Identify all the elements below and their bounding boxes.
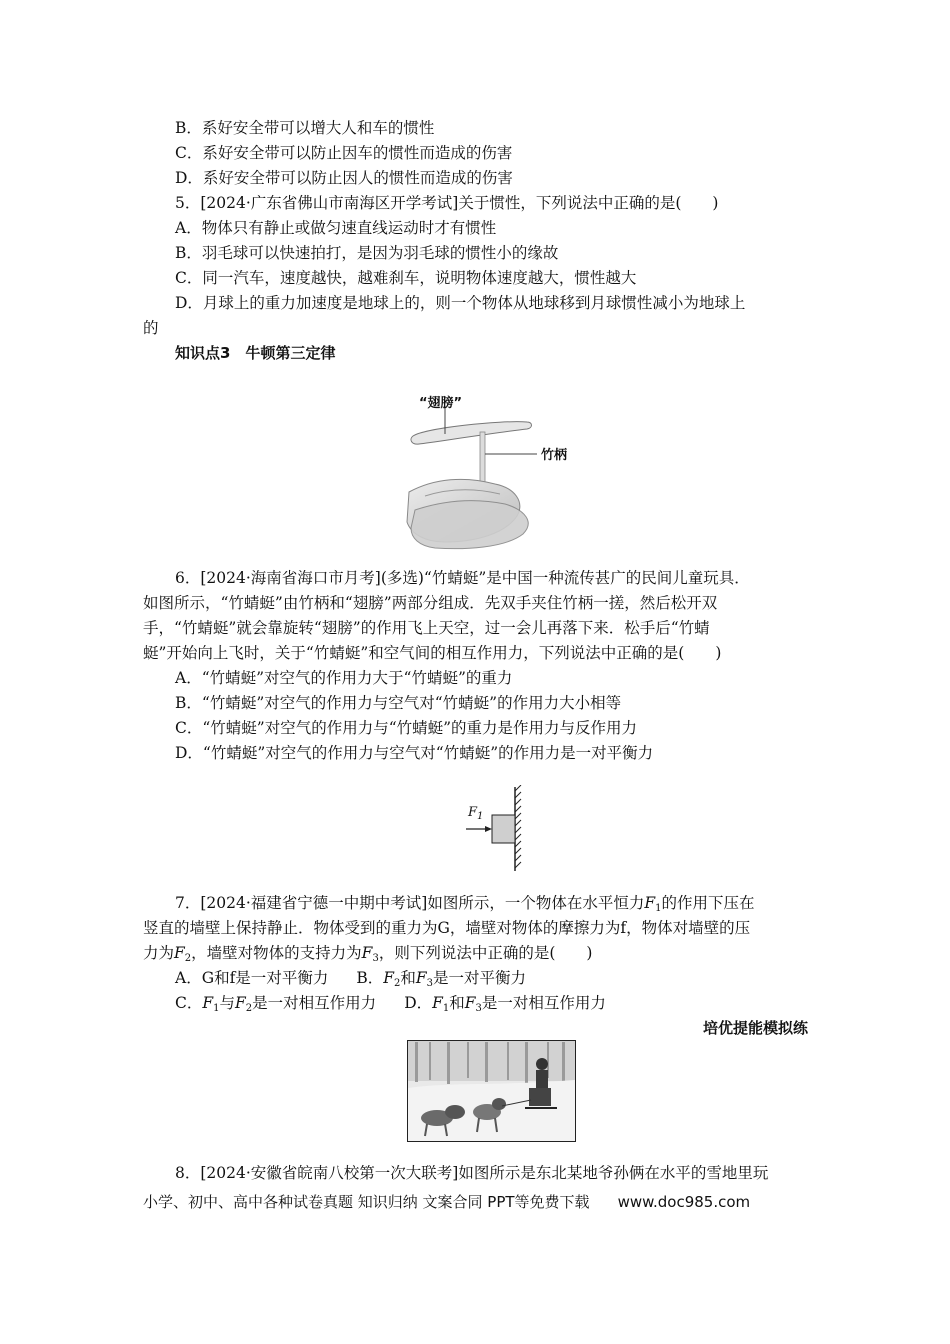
dog-sled-photo [407,1040,576,1142]
q5-stem: 5．[2024·广东省佛山市南海区开学考试]关于惯性，下列说法中正确的是( ) [175,194,719,212]
q6-option-b: B．“竹蜻蜓”对空气的作用力与空气对“竹蜻蜓”的作用力大小相等 [175,694,622,712]
q4-option-d: D．系好安全带可以防止因人的惯性而造成的伤害 [175,169,513,187]
q6-line-3: 手，“竹蜻蜓”就会靠旋转“翅膀”的作用飞上天空，过一会儿再落下来．松手后“竹蜻 [143,619,710,637]
q6-option-a: A．“竹蜻蜓”对空气的作用力大于“竹蜻蜓”的重力 [175,669,513,687]
q7-line-2: 竖直的墙壁上保持静止．物体受到的重力为G，墙壁对物体的摩擦力为f，物体对墙壁的压 [143,919,751,937]
bamboo-dragonfly-image [405,392,575,552]
bamboo-dragonfly-figure [405,392,575,552]
q7-line-3: 力为$F_2$，墙壁对物体的支持力为$F_3$，则下列说法中正确的是( ) [143,944,593,964]
q6-option-c: C．“竹蜻蜓”对空气的作用力与“竹蜻蜓”的重力是作用力与反作用力 [175,719,638,737]
wing-label: “翅膀” [419,396,463,411]
handle-label: 竹柄 [541,448,568,463]
q5-option-b: B．羽毛球可以快速拍打，是因为羽毛球的惯性小的缘故 [175,244,559,262]
page-footer [143,1192,750,1212]
section-title-practice: 培优提能模拟练 [702,1019,808,1037]
q6-line-2: 如图所示，“竹蜻蜓”由竹柄和“翅膀”两部分组成．先双手夹住竹柄一搓，然后松开双 [143,594,718,612]
block-wall-diagram [460,785,530,875]
q5-option-d-cont: 的 [143,319,159,337]
q4-option-c: C．系好安全带可以防止因车的惯性而造成的伤害 [175,144,513,162]
q7-line-1: 7．[2024·福建省宁德一中期中考试]如图所示，一个物体在水平恒力$F_1$的作用下压在 [175,894,755,914]
q6-line-4: 蜓”开始向上飞时，关于“竹蜻蜓”和空气间的相互作用力，下列说法中正确的是( ) [143,644,722,662]
q5-option-a: A．物体只有静止或做匀速直线运动时才有惯性 [175,219,497,237]
section-title-newton-third-law: 知识点3 牛顿第三定律 [175,344,336,362]
block-wall-figure [460,785,530,875]
q6-option-d: D．“竹蜻蜓”对空气的作用力与空气对“竹蜻蜓”的作用力是一对平衡力 [175,744,654,762]
q7-options-ab: A．G和f是一对平衡力 B．$F_2$和$F_3$是一对平衡力 [175,969,527,989]
q4-option-b: B．系好安全带可以增大人和车的惯性 [175,119,435,137]
footer-text: 小学、初中、高中各种试卷真题 知识归纳 文案合同 PPT等免费下载 [143,1193,590,1211]
footer-url[interactable]: www.doc985.com [617,1193,751,1211]
q5-option-c: C．同一汽车，速度越快，越难刹车，说明物体速度越大，惯性越大 [175,269,637,287]
dog-sled-image [407,1040,576,1142]
q7-options-cd: C．$F_1$与$F_2$是一对相互作用力 D．$F_1$和$F_3$是一对相互作用力 [175,994,606,1014]
q5-option-d: D．月球上的重力加速度是地球上的，则一个物体从地球移到月球惯性减小为地球上 [175,294,746,312]
force-f1-label: $F_1$ [468,805,484,822]
q8-line-1: 8．[2024·安徽省皖南八校第一次大联考]如图所示是东北某地爷孙俩在水平的雪地里玩 [175,1164,769,1182]
q6-line-1: 6．[2024·海南省海口市月考](多选)“竹蜻蜓”是中国一种流传甚广的民间儿童玩具． [175,569,750,587]
